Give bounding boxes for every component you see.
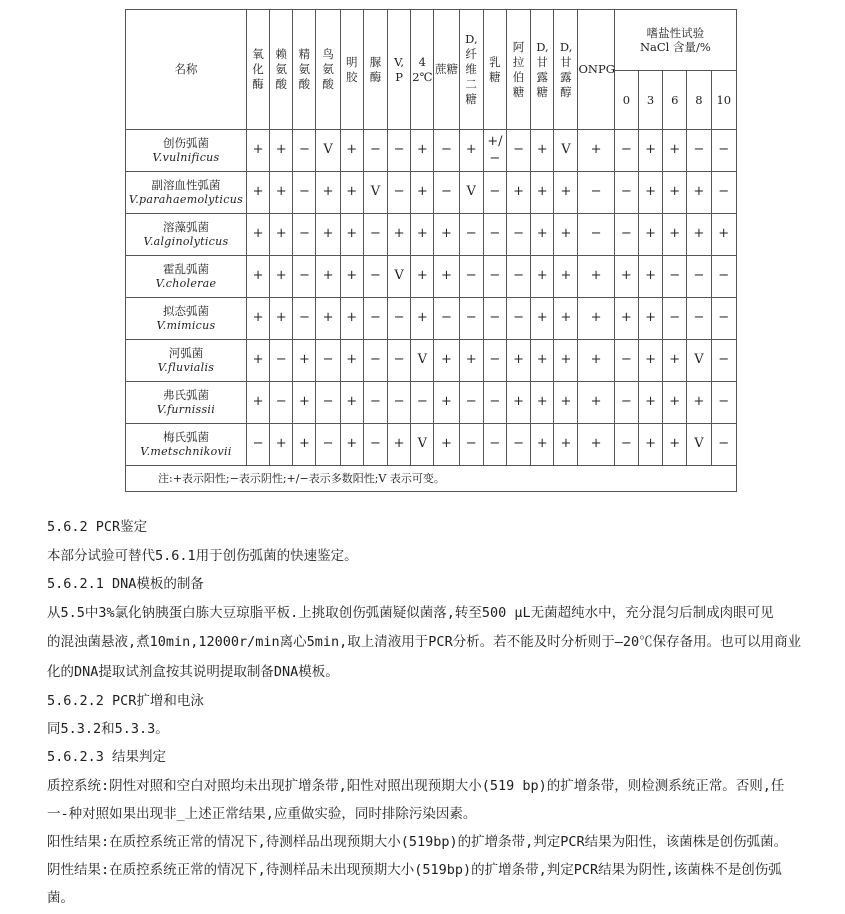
col-header: 鸟氨酸 [316, 10, 340, 130]
result-cell: V [554, 130, 578, 172]
result-cell: + [340, 256, 363, 298]
result-cell: + [340, 298, 363, 340]
table-row [126, 424, 737, 466]
result-cell: − [687, 298, 711, 340]
result-cell: + [663, 340, 687, 382]
result-cell: + [531, 382, 554, 424]
paragraph-line: 质控系统:阴性对照和空白对照均未出现扩增条带,阳性对照出现预期大小(519 bp)的扩增条带，则检测系统正常。否则,任 [47, 778, 785, 794]
result-cell: + [638, 382, 662, 424]
result-cell: + [531, 172, 554, 214]
result-cell: V [687, 340, 711, 382]
col-header: 氧化酶 [246, 10, 269, 130]
result-cell: + [293, 382, 316, 424]
result-cell: + [434, 424, 459, 466]
species-name-latin: V.cholerae [155, 276, 217, 290]
col-header: 阿拉伯糖 [506, 10, 530, 130]
result-cell: − [614, 382, 638, 424]
result-cell: − [663, 256, 687, 298]
paragraph: 本部分试验可替代5.6.1用于创伤弧菌的快速鉴定。 [47, 548, 358, 564]
result-cell: + [578, 424, 614, 466]
salt-tolerance-header [614, 10, 736, 71]
result-cell: − [293, 172, 316, 214]
result-cell: + [434, 214, 459, 256]
species-name-cn: 弗氏弧菌 [162, 388, 209, 403]
result-cell: + [711, 214, 736, 256]
result-cell: + [614, 256, 638, 298]
result-cell: − [506, 214, 530, 256]
result-cell: + [246, 298, 269, 340]
result-cell: + [411, 130, 434, 172]
result-cell: − [388, 340, 411, 382]
result-cell: + [578, 256, 614, 298]
result-cell: + [663, 130, 687, 172]
species-name-cn: 副溶血性弧菌 [151, 178, 221, 193]
result-cell: − [459, 256, 483, 298]
salt-header: 嗜盐性试验 [646, 25, 705, 40]
result-cell: + [316, 172, 340, 214]
col-header: ONPG [578, 10, 614, 130]
result-cell: − [711, 172, 736, 214]
table-row [126, 130, 737, 172]
species-name-latin: V.furnissii [156, 402, 216, 416]
result-cell: − [316, 340, 340, 382]
result-cell: + [531, 424, 554, 466]
result-cell: + [246, 130, 269, 172]
result-cell: V [316, 130, 340, 172]
result-cell: − [614, 424, 638, 466]
species-name-cell [126, 382, 247, 424]
result-cell: + [246, 340, 269, 382]
result-cell: + [270, 130, 293, 172]
result-cell: + [531, 214, 554, 256]
result-cell: + [434, 340, 459, 382]
table-row [126, 382, 737, 424]
result-cell: + [554, 172, 578, 214]
table-header-row [126, 10, 737, 71]
species-name-cell [126, 340, 247, 382]
section-heading: 5.6.2.3 结果判定 [47, 749, 167, 765]
result-cell: − [363, 340, 387, 382]
paragraph-line: 一-种对照如果出现非_上述正常结果,应重做实验，同时排除污染因素。 [47, 806, 477, 822]
result-cell: + [459, 340, 483, 382]
result-cell: − [483, 424, 506, 466]
result-cell: V [411, 424, 434, 466]
result-cell: − [459, 298, 483, 340]
result-cell: − [293, 298, 316, 340]
result-cell: − [270, 382, 293, 424]
species-name-cn: 溶藻弧菌 [162, 220, 209, 235]
result-cell: + [554, 256, 578, 298]
result-cell: − [578, 172, 614, 214]
species-name-cn: 梅氏弧菌 [162, 430, 209, 445]
result-cell: + [316, 214, 340, 256]
result-cell: − [711, 256, 736, 298]
table-note-row [126, 466, 737, 492]
section-heading: 5.6.2.2 PCR扩增和电泳 [47, 693, 204, 709]
result-cell: + [554, 424, 578, 466]
result-cell: + [554, 298, 578, 340]
result-cell: − [614, 340, 638, 382]
result-cell: + [316, 298, 340, 340]
result-cell: + [246, 382, 269, 424]
species-name-latin: V.vulnificus [152, 150, 220, 164]
salt-level: 3 [638, 71, 662, 130]
result-cell: − [687, 130, 711, 172]
result-cell: − [614, 214, 638, 256]
result-cell: + [316, 256, 340, 298]
result-cell: + [578, 340, 614, 382]
result-cell: − [246, 424, 269, 466]
result-cell: V [411, 340, 434, 382]
result-cell: + [638, 340, 662, 382]
species-name-cell [126, 172, 247, 214]
paragraph-line: 菌。 [47, 890, 74, 906]
result-cell: + [578, 130, 614, 172]
result-cell: − [293, 256, 316, 298]
species-name-cell [126, 214, 247, 256]
result-cell: − [316, 424, 340, 466]
table-row [126, 172, 737, 214]
name-header: 名称 [126, 10, 247, 130]
result-cell: + [687, 214, 711, 256]
result-cell: + [687, 172, 711, 214]
result-cell: + [687, 382, 711, 424]
result-cell: + [270, 256, 293, 298]
salt-level: 8 [687, 71, 711, 130]
result-cell: + [531, 340, 554, 382]
section-heading: 5.6.2.1 DNA模板的制备 [47, 576, 204, 592]
result-cell: + [663, 214, 687, 256]
result-cell: + [638, 130, 662, 172]
result-cell: + [340, 382, 363, 424]
result-cell: V [388, 256, 411, 298]
result-cell: − [711, 340, 736, 382]
result-cell: − [711, 424, 736, 466]
result-cell: + [340, 172, 363, 214]
result-cell: − [411, 382, 434, 424]
salt-subheader: NaCl 含量/% [639, 40, 711, 54]
result-cell: + [663, 172, 687, 214]
result-cell: + [293, 424, 316, 466]
result-cell: − [459, 382, 483, 424]
result-cell: + [663, 382, 687, 424]
result-cell: − [483, 256, 506, 298]
result-cell: − [434, 172, 459, 214]
table-row [126, 298, 737, 340]
result-cell: + [506, 382, 530, 424]
col-header: 精氨酸 [293, 10, 316, 130]
species-name-cn: 创伤弧菌 [162, 136, 209, 151]
result-cell: − [388, 382, 411, 424]
result-cell: + [554, 214, 578, 256]
result-cell: − [506, 256, 530, 298]
result-cell: + [638, 298, 662, 340]
result-cell: + [578, 382, 614, 424]
col-header: V,P [388, 10, 411, 130]
result-cell: − [578, 214, 614, 256]
result-cell: − [459, 214, 483, 256]
result-cell: − [459, 424, 483, 466]
result-cell: + [388, 214, 411, 256]
col-header: D,甘露糖 [531, 10, 554, 130]
result-cell: − [293, 130, 316, 172]
result-cell: − [711, 130, 736, 172]
result-cell: + [411, 256, 434, 298]
result-cell: − [363, 382, 387, 424]
result-cell: + [506, 172, 530, 214]
result-cell: − [434, 298, 459, 340]
result-cell: + [459, 130, 483, 172]
result-cell: + [578, 298, 614, 340]
species-name-cn: 霍乱弧菌 [162, 262, 209, 277]
species-name-cell [126, 298, 247, 340]
result-cell: +/− [483, 130, 506, 172]
result-cell: V [459, 172, 483, 214]
result-cell: + [388, 424, 411, 466]
result-cell: − [711, 382, 736, 424]
paragraph-line: 的混浊菌悬液,煮10min,12000r/min离心5min,取上清液用于PCR分析。若不能及时分析则于—20℃保存备用。也可以用商业 [47, 634, 802, 650]
result-cell: + [531, 298, 554, 340]
result-cell: − [293, 214, 316, 256]
biochemical-test-table [125, 9, 737, 492]
col-header: D,纤维二糖 [459, 10, 483, 130]
result-cell: − [363, 424, 387, 466]
result-cell: − [388, 172, 411, 214]
result-cell: − [483, 214, 506, 256]
paragraph-line: 化的DNA提取试剂盒按其说明提取制备DNA模板。 [47, 664, 339, 680]
result-cell: − [711, 298, 736, 340]
result-cell: − [388, 130, 411, 172]
result-cell: + [434, 382, 459, 424]
result-cell: + [638, 256, 662, 298]
result-cell: V [687, 424, 711, 466]
result-cell: + [638, 214, 662, 256]
salt-level: 0 [614, 71, 638, 130]
result-cell: − [363, 256, 387, 298]
result-cell: + [614, 298, 638, 340]
result-cell: + [411, 172, 434, 214]
result-cell: + [531, 256, 554, 298]
table-row [126, 340, 737, 382]
section-heading: 5.6.2 PCR鉴定 [47, 519, 148, 535]
paragraph-line: 阳性结果:在质控系统正常的情况下,待测样品出现预期大小(519bp)的扩增条带,判定PCR结果为阳性，该菌株是创伤弧菌。 [47, 834, 788, 850]
col-header: 明胶 [340, 10, 363, 130]
paragraph-line: 从5.5中3%氯化钠胰蛋白胨大豆琼脂平板.上挑取创伤弧菌疑似菌落,转至500 μL无菌超纯水中，充分混匀后制成肉眼可见 [47, 605, 774, 621]
result-cell: + [270, 214, 293, 256]
result-cell: + [638, 172, 662, 214]
result-cell: − [363, 298, 387, 340]
result-cell: + [270, 172, 293, 214]
result-cell: + [270, 298, 293, 340]
species-name-latin: V.mimicus [156, 318, 216, 332]
result-cell: − [506, 424, 530, 466]
species-name-cell [126, 130, 247, 172]
col-header: 42℃ [411, 10, 434, 130]
table-note: 注:+表示阳性;−表示阴性;+/−表示多数阳性;V 表示可变。 [126, 466, 737, 492]
result-cell: − [483, 298, 506, 340]
result-cell: − [363, 130, 387, 172]
salt-level: 10 [711, 71, 736, 130]
result-cell: − [483, 172, 506, 214]
species-name-cn: 河弧菌 [168, 346, 204, 361]
species-name-latin: V.metschnikovii [140, 444, 232, 458]
result-cell: − [270, 340, 293, 382]
result-cell: + [638, 424, 662, 466]
result-cell: − [483, 382, 506, 424]
result-cell: + [531, 130, 554, 172]
result-cell: + [246, 256, 269, 298]
result-cell: − [614, 172, 638, 214]
result-cell: − [316, 382, 340, 424]
col-header: D,甘露醇 [554, 10, 578, 130]
result-cell: + [340, 214, 363, 256]
result-cell: + [554, 340, 578, 382]
result-cell: − [434, 130, 459, 172]
salt-level: 6 [663, 71, 687, 130]
col-header: 蔗糖 [434, 10, 459, 130]
result-cell: + [340, 340, 363, 382]
result-cell: − [483, 340, 506, 382]
result-cell: − [663, 298, 687, 340]
result-cell: + [506, 340, 530, 382]
species-name-latin: V.parahaemolyticus [128, 192, 244, 206]
result-cell: + [663, 424, 687, 466]
result-cell: − [687, 256, 711, 298]
result-cell: + [554, 382, 578, 424]
result-cell: − [506, 130, 530, 172]
result-cell: − [614, 130, 638, 172]
result-cell: − [506, 298, 530, 340]
table-row [126, 256, 737, 298]
result-cell: + [434, 256, 459, 298]
result-cell: + [246, 214, 269, 256]
table-row [126, 214, 737, 256]
species-name-cn: 拟态弧菌 [162, 304, 209, 319]
result-cell: + [340, 424, 363, 466]
result-cell: − [388, 298, 411, 340]
result-cell: − [363, 214, 387, 256]
species-name-latin: V.fluvialis [157, 360, 215, 374]
result-cell: + [411, 298, 434, 340]
species-name-cell [126, 256, 247, 298]
col-header: 脲酶 [363, 10, 387, 130]
paragraph-line: 阴性结果:在质控系统正常的情况下,待测样品未出现预期大小(519bp)的扩增条带,判定PCR结果为阴性,该菌株不是创伤弧 [47, 862, 782, 878]
col-header: 赖氨酸 [270, 10, 293, 130]
result-cell: + [293, 340, 316, 382]
result-cell: + [340, 130, 363, 172]
paragraph: 同5.3.2和5.3.3。 [47, 721, 169, 737]
result-cell: + [411, 214, 434, 256]
result-cell: V [363, 172, 387, 214]
result-cell: + [270, 424, 293, 466]
col-header: 乳糖 [483, 10, 506, 130]
species-name-cell [126, 424, 247, 466]
species-name-latin: V.alginolyticus [143, 234, 229, 248]
result-cell: + [246, 172, 269, 214]
